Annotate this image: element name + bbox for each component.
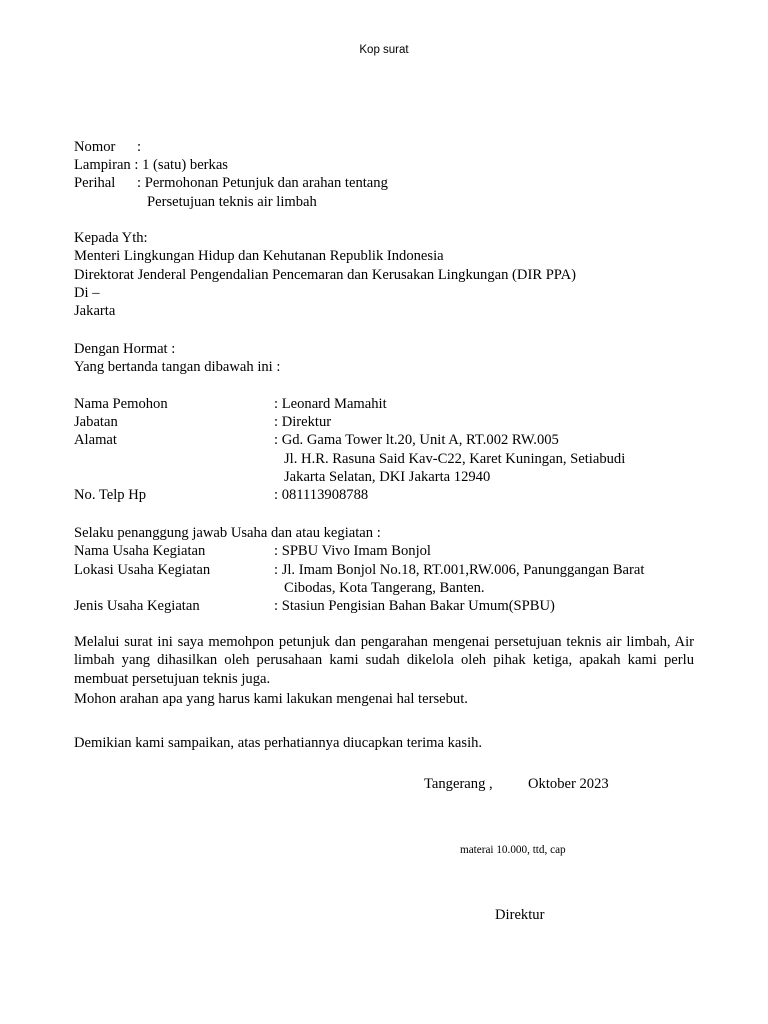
recipient-line-4: Jakarta — [74, 303, 116, 319]
applicant-address-line-3: Jakarta Selatan, DKI Jakarta 12940 — [284, 469, 491, 485]
letterhead: Kop surat — [359, 44, 409, 56]
stamp-note: materai 10.000, ttd, cap — [460, 844, 566, 856]
business-intro: Selaku penanggung jawab Usaha dan atau kegiatan : — [74, 525, 381, 541]
applicant-position-value: : Direktur — [274, 414, 332, 430]
lampiran-line: Lampiran : 1 (satu) berkas — [74, 157, 228, 173]
recipient-line-3: Di – — [74, 285, 100, 301]
business-type-value: : Stasiun Pengisian Bahan Bakar Umum(SPBU) — [274, 598, 555, 614]
applicant-address-label: Alamat — [74, 432, 117, 448]
business-location-line-1: : Jl. Imam Bonjol No.18, RT.001,RW.006, Panunggangan Barat — [274, 562, 645, 578]
business-location-line-2: Cibodas, Kota Tangerang, Banten. — [284, 580, 485, 596]
applicant-phone-value: : 081113908788 — [274, 487, 369, 503]
salutation: Dengan Hormat : — [74, 341, 176, 357]
intro-line: Yang bertanda tangan dibawah ini : — [74, 359, 281, 375]
recipient-line-2: Direktorat Jenderal Pengendalian Pencemaran dan Kerusakan Lingkungan (DIR PPA) — [74, 267, 576, 283]
business-name-label: Nama Usaha Kegiatan — [74, 543, 206, 559]
business-name-value: : SPBU Vivo Imam Bonjol — [274, 543, 431, 559]
body-closing: Demikian kami sampaikan, atas perhatiannya diucapkan terima kasih. — [74, 735, 483, 751]
applicant-position-label: Jabatan — [74, 414, 118, 430]
applicant-phone-label: No. Telp Hp — [74, 487, 147, 503]
perihal-label: Perihal — [74, 175, 116, 191]
applicant-address-line-2: Jl. H.R. Rasuna Said Kav-C22, Karet Kuningan, Setiabudi — [284, 451, 626, 467]
applicant-name-label: Nama Pemohon — [74, 396, 168, 412]
business-type-label: Jenis Usaha Kegiatan — [74, 598, 200, 614]
signature-title: Direktur — [495, 907, 545, 923]
business-location-label: Lokasi Usaha Kegiatan — [74, 562, 211, 578]
recipient-line-1: Menteri Lingkungan Hidup dan Kehutanan Republik Indonesia — [74, 248, 444, 264]
recipient-greeting: Kepada Yth: — [74, 230, 148, 246]
perihal-line-2: Persetujuan teknis air limbah — [147, 194, 317, 210]
nomor-separator: : — [137, 139, 142, 155]
applicant-address-line-1: : Gd. Gama Tower lt.20, Unit A, RT.002 RW.005 — [274, 432, 559, 448]
body-request: Mohon arahan apa yang harus kami lakukan mengenai hal tersebut. — [74, 691, 468, 707]
signature-date: Oktober 2023 — [528, 776, 609, 792]
perihal-line-1: : Permohonan Petunjuk dan arahan tentang — [137, 175, 388, 191]
body-paragraph: Melalui surat ini saya memohpon petunjuk dan pengarahan mengenai persetujuan teknis air limbah, Air limbah yang dihasilkan oleh perusahaan kami sudah dikelola oleh pihak ketiga, apakah kami perlu membuat persetujuan teknis juga. — [74, 634, 694, 687]
nomor-label: Nomor — [74, 139, 116, 155]
applicant-name-value: : Leonard Mamahit — [274, 396, 387, 412]
signature-place: Tangerang , — [424, 776, 493, 792]
